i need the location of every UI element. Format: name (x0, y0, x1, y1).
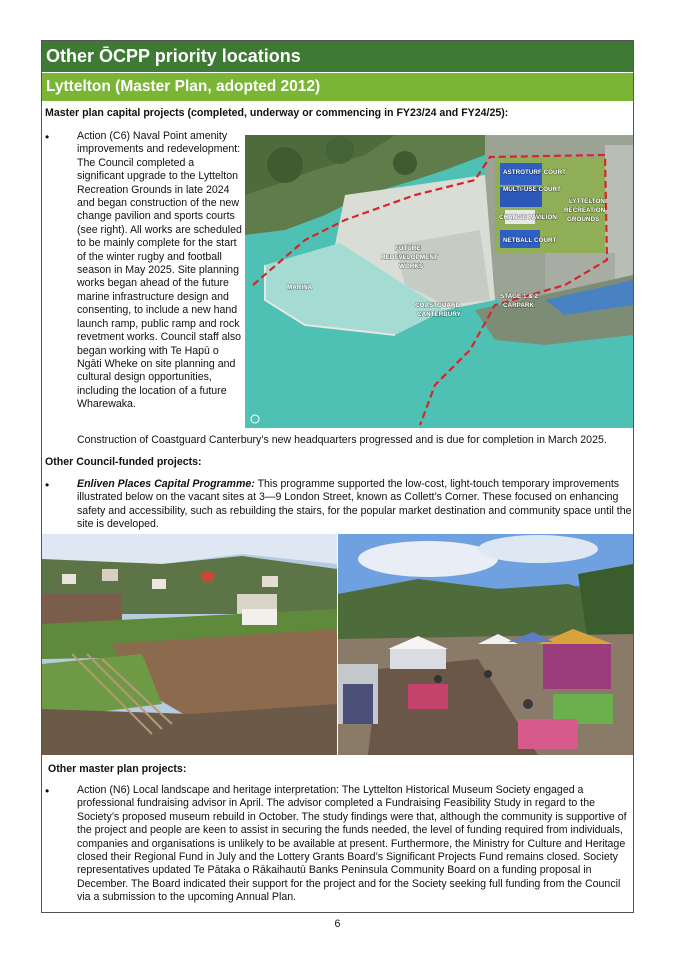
bullet-enliven: • (45, 478, 50, 492)
map-label-multi-use: MULTI-USE COURT (503, 186, 561, 193)
map-label-netball: NETBALL COURT (503, 237, 557, 244)
bullet-n6: • (45, 784, 50, 798)
other-master-plan-heading: Other master plan projects: (48, 763, 187, 775)
map-label-rec-1: LYTTELTON (569, 198, 605, 205)
naval-point-aerial-map (245, 135, 633, 428)
map-label-rec-2: RECREATION (564, 207, 606, 214)
map-label-rec-3: GROUNDS (567, 216, 600, 223)
action-c6-text: Action (C6) Naval Point amenity improvements and redevelopment: The Council completed a significant upgrade to the Lyttelton Recreation Grounds in late 2024 and began construction of the new change pavilion and sports courts (see right). All works are scheduled to be mainly complete for the start of the winter rugby and football season in May 2025. Site planning works began ahead of the future marine infrastructure design and consenting, to include a new hand launch ramp, public ramp and rock revetment works. Council staff also began working with Te Hapū o Ngāti Wheke on site planning and cultural design opportunities, including the location of a future Wharewaka. (77, 130, 242, 411)
map-label-marina: MARINA (287, 284, 313, 291)
coastguard-text: Construction of Coastguard Canterbury’s new headquarters progressed and is due for completion in March 2025. (77, 434, 607, 446)
map-label-coastguard-1: COASTGUARD (415, 302, 461, 309)
map-label-change-pavilion: CHANGE PAVILION (499, 214, 557, 221)
subsection-title: Lyttelton (Master Plan, adopted 2012) (42, 73, 633, 101)
collett-corner-steps-photo (42, 534, 337, 755)
action-n6-text: Action (N6) Local landscape and heritage interpretation: The Lyttelton Historical Museum Society engaged a professional fundraising advisor in April. The advisor completed a Fundraising Feasibility Study in regard to the Society’s proposed museum rebuild in October. The study findings were that, although the community is supportive of the project and people are keen to assist in securing the funds needed, the level of funding required from individuals, companies and organisations is unlikely to be available at present. Furthermore, the Ministry for Culture and Heritage closed their Regional Fund in July and the Lottery Grants Board’s Significant Projects Fund remains closed. Society representatives updated Te Pātaka o Rākaihautū Banks Peninsula Community Board on a funding proposal in December. The Board indicated their support for the project and for the Society seeking full funding from the Council via a submission to the upcoming Annual Plan. (77, 784, 627, 904)
collett-corner-market-photo (338, 534, 633, 755)
map-label-future-1: FUTURE (395, 245, 421, 252)
map-label-future-2: REDEVELOPMENT (381, 254, 438, 261)
enliven-text (77, 478, 632, 532)
section-title: Other ŌCPP priority locations (42, 41, 633, 72)
map-label-stage-2: CARPARK (503, 302, 535, 309)
map-label-future-3: WORKS (399, 263, 424, 270)
map-label-coastguard-2: CANTERBURY (417, 311, 461, 318)
page-number: 6 (334, 918, 341, 930)
enliven-programme-name: Enliven Places Capital Programme: (77, 478, 255, 490)
capital-projects-heading: Master plan capital projects (completed, underway or commencing in FY23/24 and FY24/25): (45, 107, 509, 119)
enliven-programme-text: This programme supported the low-cost, light-touch temporary improvements illustrated below on the vacant sites at 3—9 London Street, known as Collett’s Corner. These focused on enhancing safety and accessibility, such as rebuilding the stairs, for the popular market destination and community space until the site is developed. (77, 478, 632, 531)
map-label-astroturf: ASTROTURF COURT (503, 169, 566, 176)
council-funded-heading: Other Council-funded projects: (45, 456, 202, 468)
bullet-c6: • (45, 130, 50, 144)
map-label-stage-1: STAGE 1 & 2 (500, 293, 539, 300)
